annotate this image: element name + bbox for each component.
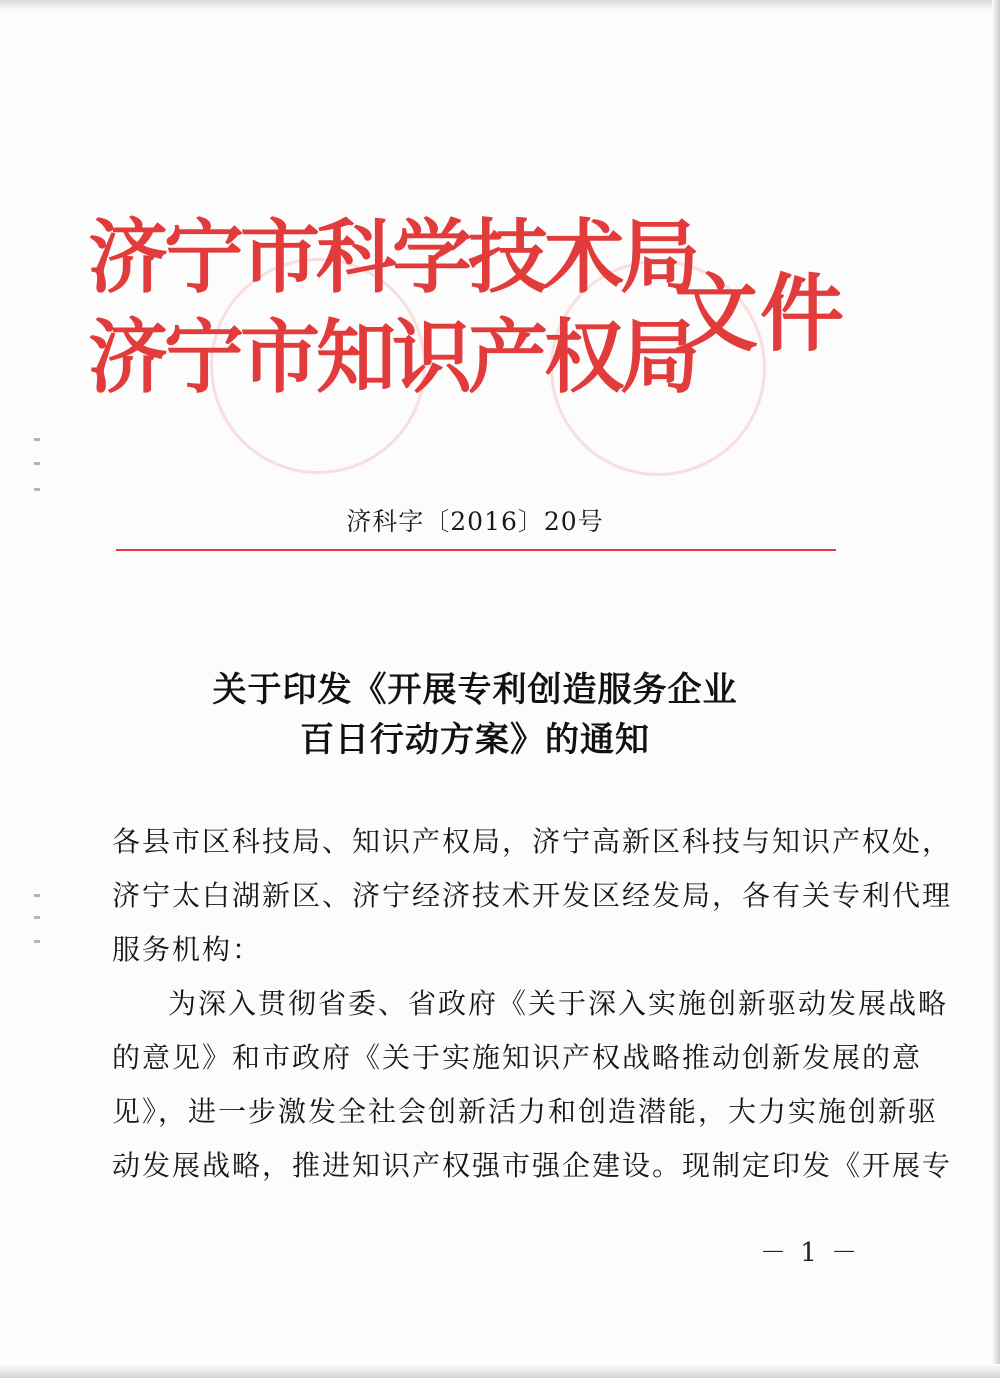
body-line: 动发展战略，推进知识产权强市强企建设。现制定印发《开展专 [112,1149,953,1182]
issuer-line-1: 济宁市科学技术局 [88,210,696,304]
body-line: 服务机构： [112,933,263,966]
scan-edge-bottom [0,1364,1000,1378]
notice-title-line-2: 百日行动方案》的通知 [300,720,650,760]
body-line: 济宁太白湖新区、济宁经济技术开发区经发局，各有关专利代理 [112,879,953,912]
scan-speck [34,438,40,441]
page-number: － 1 － [760,1238,861,1268]
issuer-line-2: 济宁市知识产权局 [88,310,696,404]
scan-speck [34,488,40,491]
scan-speck [34,894,40,897]
body-line: 各县市区科技局、知识产权局，济宁高新区科技与知识产权处， [112,825,953,858]
document-word: 文件 [674,264,847,363]
scan-speck [34,940,40,943]
scan-speck [34,916,40,919]
body-line: 的意见》和市政府《关于实施知识产权战略推动创新发展的意 [112,1041,923,1074]
document-number: 济科字〔2016〕20号 [346,507,604,536]
scan-speck [34,462,40,465]
body-line: 为深入贯彻省委、省政府《关于深入实施创新驱动发展战略 [168,987,949,1020]
scan-edge-right [992,0,1000,1378]
red-separator-line [116,549,836,551]
body-line: 见》，进一步激发全社会创新活力和创造潜能，大力实施创新驱 [112,1095,939,1128]
notice-title-line-1: 关于印发《开展专利创造服务企业 [212,670,738,710]
scan-edge-top [0,0,1000,10]
red-header [88,212,868,422]
